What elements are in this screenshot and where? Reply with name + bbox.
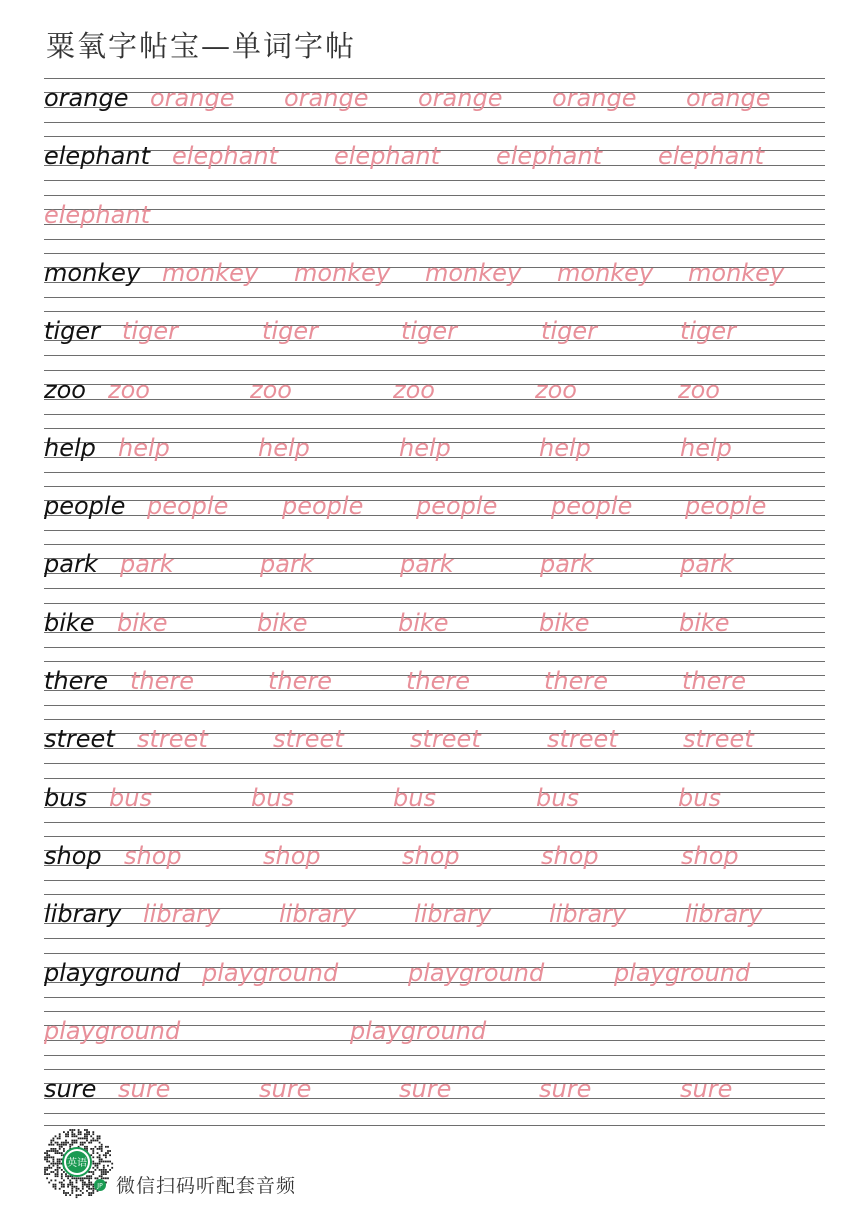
ruled-line	[44, 836, 825, 837]
ruled-line	[44, 953, 825, 954]
trace-word: elephant	[44, 201, 150, 229]
trace-word: people	[551, 492, 633, 520]
model-word: library	[44, 900, 122, 928]
ruled-line	[44, 588, 825, 589]
trace-word: orange	[552, 84, 637, 112]
trace-word: help	[539, 434, 591, 462]
model-word: monkey	[44, 259, 141, 287]
ruled-line	[44, 530, 825, 531]
ruled-line	[44, 1113, 825, 1114]
trace-word: park	[260, 550, 314, 578]
trace-word: bus	[536, 784, 579, 812]
trace-word: park	[400, 550, 454, 578]
trace-word: elephant	[658, 142, 764, 170]
trace-word: people	[685, 492, 767, 520]
trace-word: park	[680, 550, 734, 578]
trace-word: sure	[680, 1075, 733, 1103]
trace-word: tiger	[122, 317, 178, 345]
trace-word: people	[147, 492, 229, 520]
model-word: people	[44, 492, 126, 520]
trace-word: there	[682, 667, 747, 695]
ruled-line	[44, 239, 825, 240]
ruled-line	[44, 778, 825, 779]
trace-word: monkey	[425, 259, 522, 287]
ruled-line	[44, 253, 825, 254]
trace-word: shop	[124, 842, 182, 870]
ruled-line	[44, 661, 825, 662]
ruled-line	[44, 78, 825, 79]
trace-word: help	[680, 434, 732, 462]
trace-word: zoo	[393, 376, 435, 404]
trace-word: shop	[402, 842, 460, 870]
ruled-line	[44, 414, 825, 415]
trace-word: there	[544, 667, 609, 695]
ruled-line	[44, 880, 825, 881]
ruled-line	[44, 311, 825, 312]
trace-word: bus	[109, 784, 152, 812]
model-word: zoo	[44, 376, 86, 404]
qr-badge-label: 英语	[67, 1158, 87, 1169]
trace-word: monkey	[162, 259, 259, 287]
footer-caption: 微信扫码听配套音频	[116, 1175, 297, 1197]
model-word: elephant	[44, 142, 150, 170]
trace-word: orange	[150, 84, 235, 112]
ruled-line	[44, 1055, 825, 1056]
model-word: sure	[44, 1075, 97, 1103]
ruled-line	[44, 370, 825, 371]
ruled-line	[44, 486, 825, 487]
trace-word: bus	[393, 784, 436, 812]
ruled-line	[44, 894, 825, 895]
ruled-line	[44, 938, 825, 939]
trace-word: tiger	[680, 317, 736, 345]
trace-word: park	[540, 550, 594, 578]
trace-word: sure	[399, 1075, 452, 1103]
qr-code-icon[interactable]	[40, 1125, 114, 1199]
model-word: help	[44, 434, 96, 462]
trace-word: tiger	[541, 317, 597, 345]
trace-word: playground	[44, 1017, 181, 1045]
trace-word: elephant	[172, 142, 278, 170]
ruled-line	[44, 544, 825, 545]
trace-word: street	[410, 725, 481, 753]
trace-word: library	[414, 900, 492, 928]
trace-word: bus	[678, 784, 721, 812]
trace-word: zoo	[678, 376, 720, 404]
trace-word: monkey	[688, 259, 785, 287]
qr-corner-label: JP	[97, 1182, 103, 1190]
ruled-line	[44, 705, 825, 706]
trace-word: bike	[539, 609, 590, 637]
ruled-line	[44, 997, 825, 998]
trace-word: library	[549, 900, 627, 928]
ruled-line	[44, 122, 825, 123]
ruled-line	[44, 822, 825, 823]
model-word: street	[44, 725, 115, 753]
trace-word: library	[143, 900, 221, 928]
trace-word: there	[406, 667, 471, 695]
trace-word: elephant	[496, 142, 602, 170]
trace-word: orange	[284, 84, 369, 112]
trace-word: park	[120, 550, 174, 578]
trace-word: playground	[614, 959, 751, 987]
trace-word: orange	[686, 84, 771, 112]
trace-word: help	[258, 434, 310, 462]
trace-word: library	[279, 900, 357, 928]
trace-word: playground	[202, 959, 339, 987]
model-word: bus	[44, 784, 87, 812]
trace-word: playground	[408, 959, 545, 987]
ruled-line	[44, 136, 825, 137]
trace-word: bike	[117, 609, 168, 637]
model-word: tiger	[44, 317, 100, 345]
trace-word: elephant	[334, 142, 440, 170]
trace-word: sure	[259, 1075, 312, 1103]
trace-word: street	[137, 725, 208, 753]
trace-word: street	[273, 725, 344, 753]
ruled-line	[44, 209, 825, 210]
ruled-line	[44, 195, 825, 196]
model-word: playground	[44, 959, 181, 987]
trace-word: shop	[263, 842, 321, 870]
ruled-line	[44, 1011, 825, 1012]
ruled-line	[44, 180, 825, 181]
trace-word: zoo	[535, 376, 577, 404]
ruled-line	[44, 719, 825, 720]
trace-word: sure	[539, 1075, 592, 1103]
trace-word: zoo	[250, 376, 292, 404]
ruled-line	[44, 603, 825, 604]
model-word: bike	[44, 609, 95, 637]
trace-word: bike	[398, 609, 449, 637]
trace-word: sure	[118, 1075, 171, 1103]
trace-word: street	[683, 725, 754, 753]
trace-word: bike	[679, 609, 730, 637]
trace-word: help	[399, 434, 451, 462]
trace-word: zoo	[108, 376, 150, 404]
trace-word: people	[282, 492, 364, 520]
trace-word: help	[118, 434, 170, 462]
page-title: 粟氧字帖宝—单词字帖	[46, 29, 357, 63]
model-word: orange	[44, 84, 129, 112]
trace-word: bike	[257, 609, 308, 637]
ruled-line	[44, 1069, 825, 1070]
trace-word: playground	[350, 1017, 487, 1045]
trace-word: street	[547, 725, 618, 753]
trace-word: orange	[418, 84, 503, 112]
ruled-line	[44, 763, 825, 764]
trace-word: there	[130, 667, 195, 695]
ruled-line	[44, 297, 825, 298]
trace-word: people	[416, 492, 498, 520]
ruled-line	[44, 428, 825, 429]
model-word: shop	[44, 842, 102, 870]
trace-word: shop	[681, 842, 739, 870]
trace-word: tiger	[262, 317, 318, 345]
trace-word: monkey	[557, 259, 654, 287]
ruled-line	[44, 472, 825, 473]
footer	[40, 1125, 440, 1205]
trace-word: shop	[541, 842, 599, 870]
trace-word: there	[268, 667, 333, 695]
ruled-line	[44, 224, 825, 225]
model-word: park	[44, 550, 98, 578]
model-word: there	[44, 667, 109, 695]
trace-word: bus	[251, 784, 294, 812]
ruled-line	[44, 355, 825, 356]
ruled-line	[44, 647, 825, 648]
trace-word: library	[685, 900, 763, 928]
trace-word: monkey	[294, 259, 391, 287]
trace-word: tiger	[401, 317, 457, 345]
